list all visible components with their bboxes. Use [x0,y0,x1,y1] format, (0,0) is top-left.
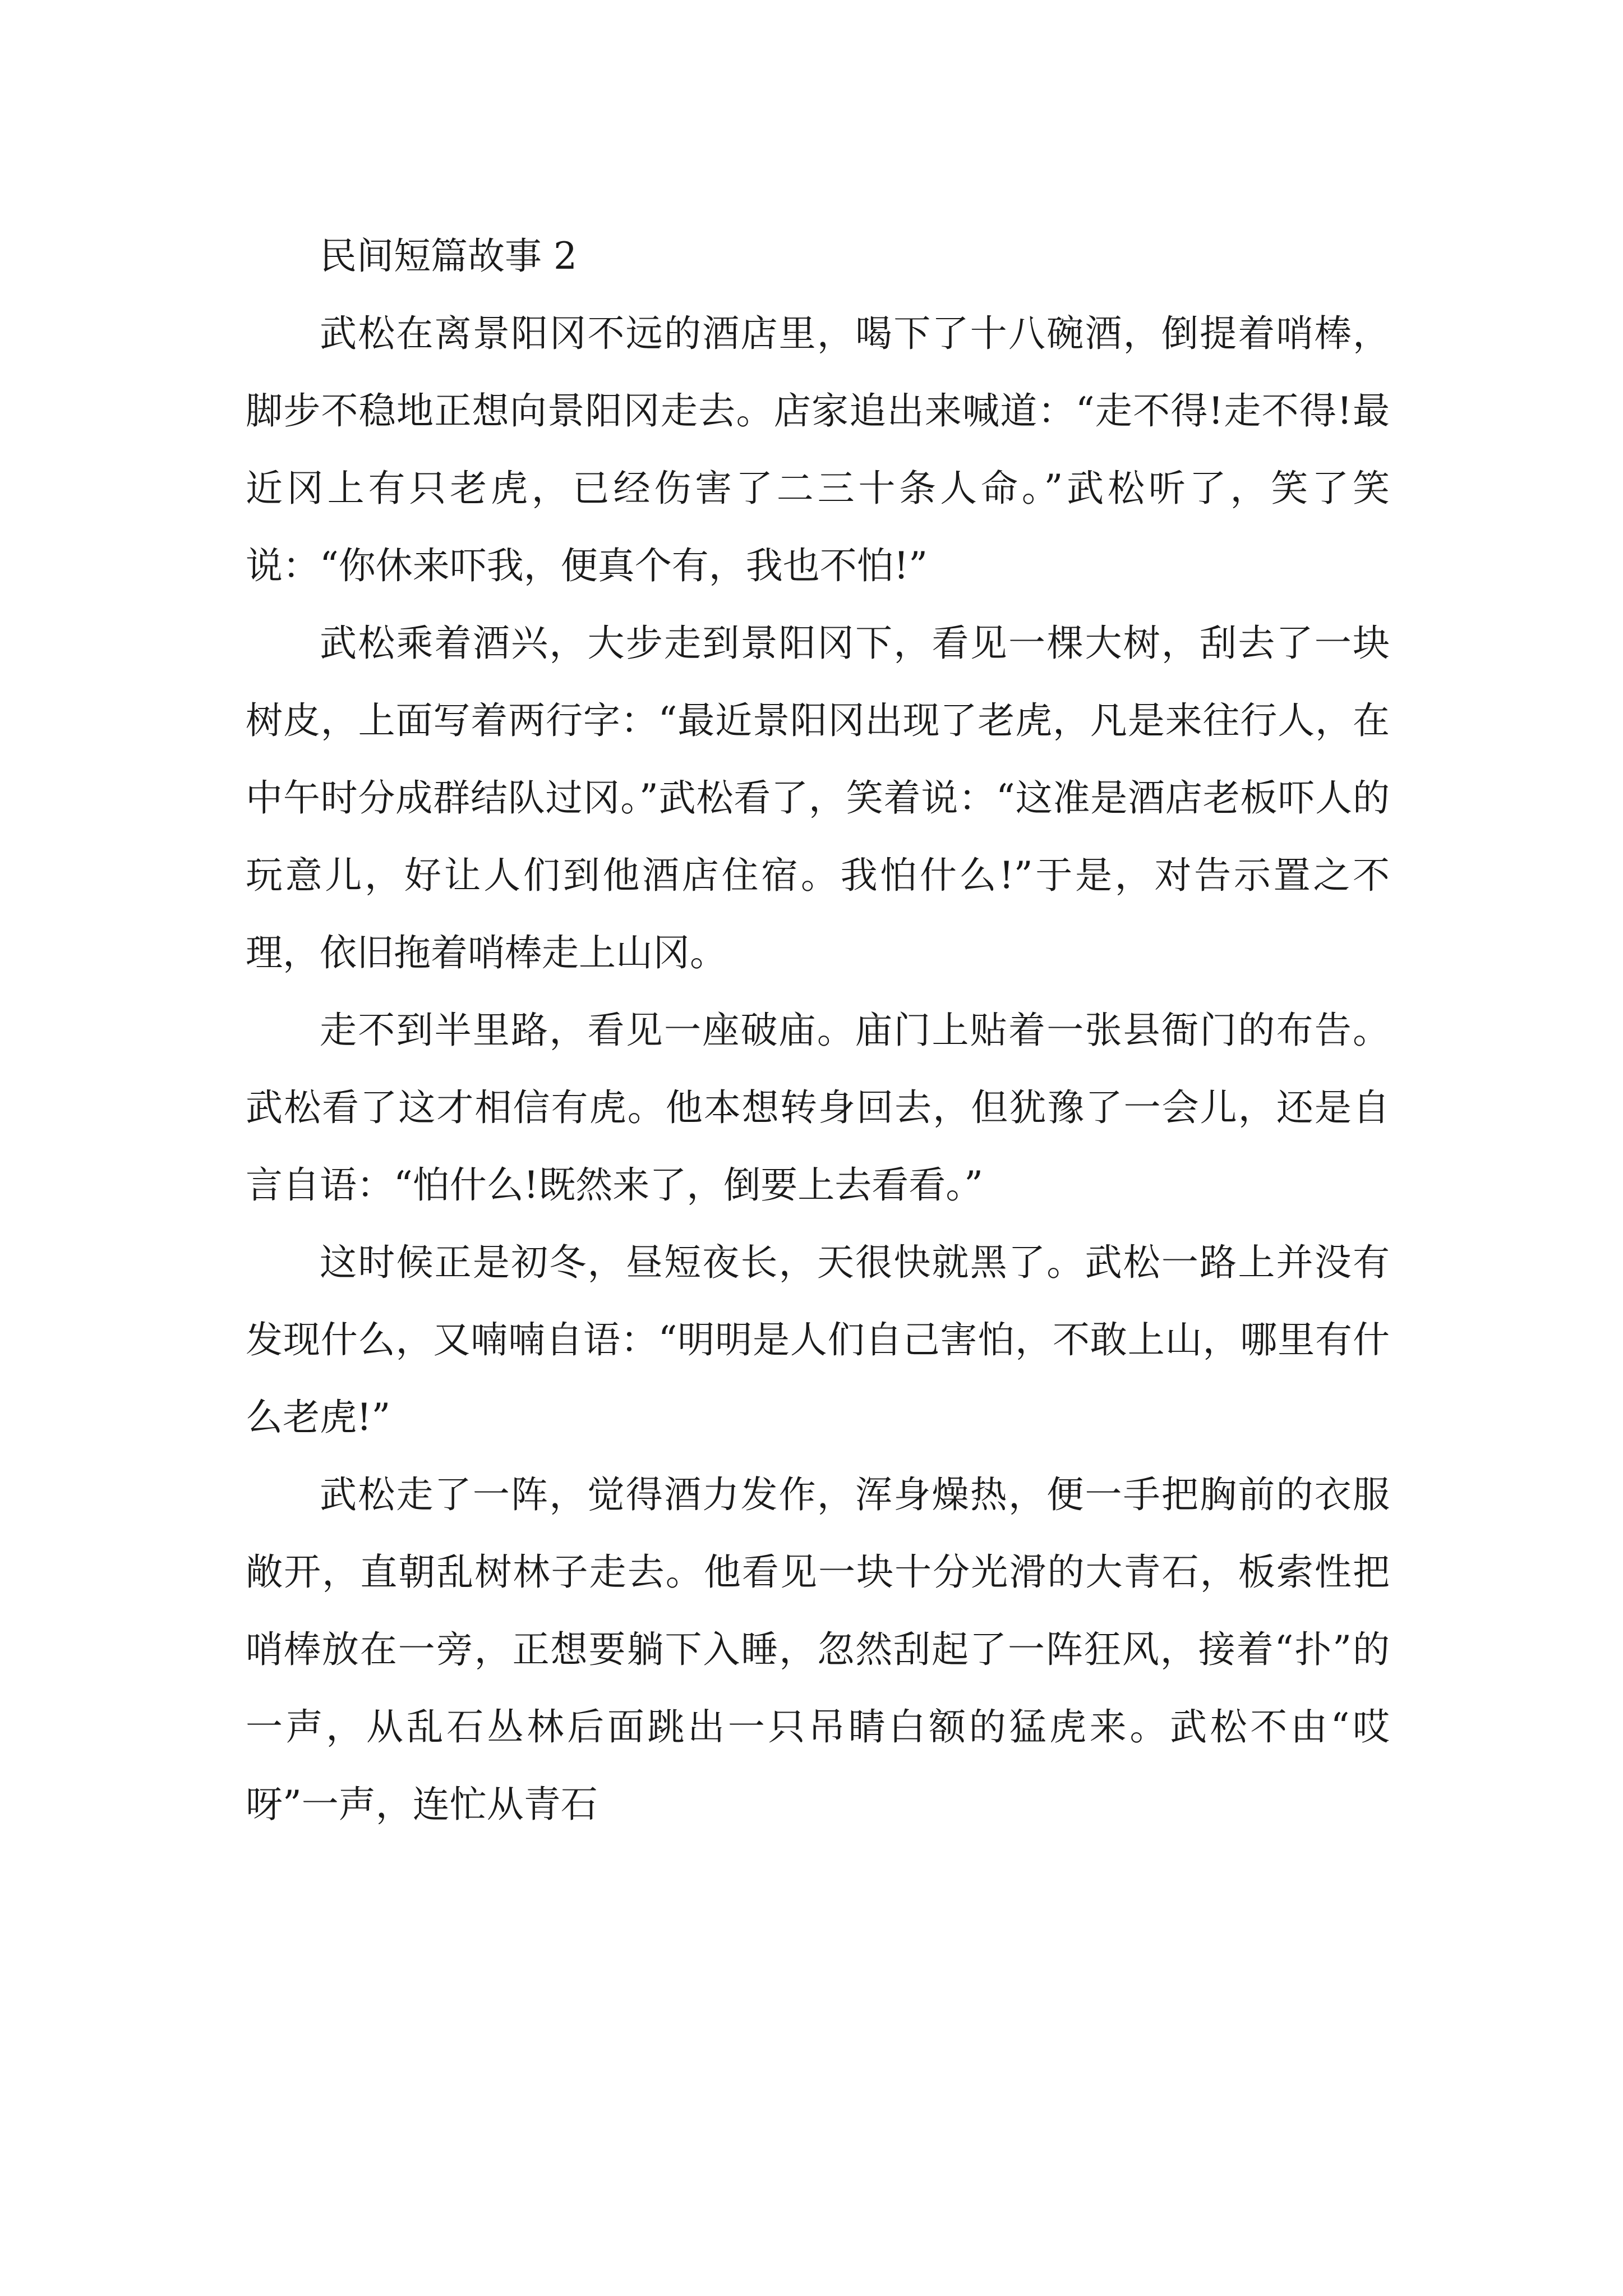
paragraph-3: 走不到半里路，看见一座破庙。庙门上贴着一张县衙门的布告。武松看了这才相信有虎。他本想转身回去，但犹豫了一会儿，还是自言自语：“怕什么!既然来了，倒要上去看看。” [246,1009,1390,1207]
paragraph-2: 武松乘着酒兴，大步走到景阳冈下，看见一棵大树，刮去了一块树皮，上面写着两行字：“最近景阳冈出现了老虎，凡是来往行人，在中午时分成群结队过冈。”武松看了，笑着说：“这准是酒店老板吓人的玩意儿，好让人们到他酒店住宿。我怕什么!”于是，对告示置之不理，依旧拖着哨棒走上山冈。 [246,622,1390,974]
document-title: 民间短篇故事 2 [320,234,577,278]
paragraph-5: 武松走了一阵，觉得酒力发作，浑身燥热，便一手把胸前的衣服敞开，直朝乱树林子走去。他看见一块十分光滑的大青石，板索性把哨棒放在一旁，正想要躺下入睡，忽然刮起了一阵狂风，接着“扑”的一声，从乱石丛林后面跳出一只吊睛白额的猛虎来。武松不由“哎呀”一声，连忙从青石 [246,1473,1390,1826]
paragraph-4: 这时候正是初冬，昼短夜长，天很快就黑了。武松一路上并没有发现什么，又喃喃自语：“明明是人们自己害怕，不敢上山，哪里有什么老虎!” [246,1241,1390,1439]
paragraph-1: 武松在离景阳冈不远的酒店里，喝下了十八碗酒，倒提着哨棒，脚步不稳地正想向景阳冈走去。店家追出来喊道：“走不得!走不得!最近冈上有只老虎，已经伤害了二三十条人命。”武松听了，笑了笑说：“你休来吓我，便真个有，我也不怕!” [246,312,1390,587]
document-body [246,218,1390,1843]
